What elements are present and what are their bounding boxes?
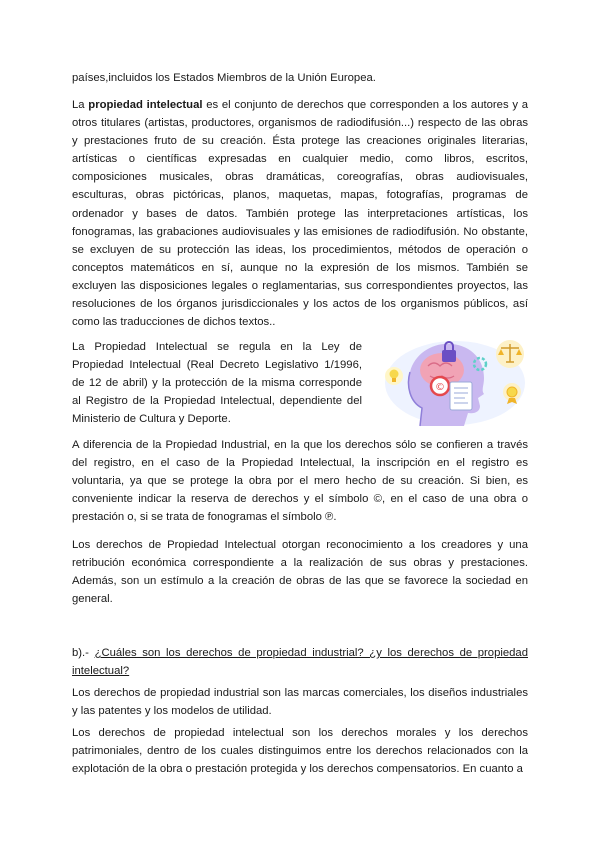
question-text: ¿Cuáles son los derechos de propiedad industrial? ¿y los derechos de propiedad intelectual?: [72, 647, 528, 678]
paragraph-industrial-rights: Los derechos de propiedad industrial son las marcas comerciales, los diseños industriales y las patentes y los modelos de utilidad.: [72, 687, 528, 718]
question-heading: [72, 644, 528, 680]
paragraph-intellectual-rights: Los derechos de propiedad intelectual son los derechos morales y los derechos patrimoniales, dentro de los cuales distinguimos entre los derechos relacionados con la explotación de la obra o prestación protegida y los derechos compensatorios. En cuanto a: [72, 727, 528, 776]
paragraph-intro-fragment: países,incluidos los Estados Miembros de la Unión Europea.: [72, 72, 376, 84]
intellectual-property-illustration: [380, 328, 530, 428]
paragraph-regulation: La Propiedad Intelectual se regula en la Ley de Propiedad Intelectual (Real Decreto Legislativo 1/1996, de 12 de abril) y la protección de la misma corresponde al Registro de la Propiedad Intelectual, dependiente del Ministerio de Cultura y Deporte.: [72, 341, 362, 426]
term-propiedad-intelectual: propiedad intelectual: [88, 99, 203, 111]
scales-icon: [496, 340, 524, 368]
paragraph-difference-industrial: A diferencia de la Propiedad Industrial, en la que los derechos sólo se confieren a través del registro, en el caso de la Propiedad Intelectual, la inscripción en el registro es voluntaria, ya que se protege la obra por el mero hecho de su creación. Si bien, es conveniente indicar la reserva de derechos y el símbolo ©, en el caso de una obra o prestación o, si se trata de fonogramas el símbolo ℗.: [72, 439, 528, 524]
document-icon: [450, 382, 472, 410]
paragraph-propiedad-intelectual-definition: [72, 96, 528, 331]
question-prefix: b).-: [72, 647, 95, 659]
paragraph-rest: es el conjunto de derechos que corresponden a los autores y a otros titulares (artistas, productores, organismos de radiodifusión...) respecto de las obras y prestaciones fruto de su creación. Ésta protege las creaciones originales literarias, artísticas o científicas expresadas en cualquier medio, como libros, escritos, composiciones musicales, obras dramáticas, coreografías, obras audiovisuales, esculturas, obras pictóricas, planos, maquetas, mapas, fotografías, programas de ordenador y bases de datos. También protege las interpretaciones artísticas, los fonogramas, las grabaciones audiovisuales y las emisiones de radiodifusión. No obstante, se excluyen de su protección las ideas, los procedimientos, métodos de operación o conceptos matemáticos en sí, aunque no la expresión de los mismos. También se excluyen las disposiciones legales o reglamentarias, sus correspondientes proyectos, las resoluciones de los órganos jurisdiccionales y los actos de los organismos públicos, así como las traducciones de dichos textos..: [72, 99, 528, 329]
lightbulb-icon: [385, 367, 403, 385]
copyright-icon: [431, 377, 449, 395]
paragraph-lead: La: [72, 99, 89, 111]
paragraph-recognition: Los derechos de Propiedad Intelectual otorgan reconocimiento a los creadores y una retribución económica correspondiente a la realización de sus obras y prestaciones. Además, son un estímulo a la creación de obras de las que se favorece la sociedad en general.: [72, 539, 528, 606]
svg-text:©: ©: [435, 382, 445, 393]
